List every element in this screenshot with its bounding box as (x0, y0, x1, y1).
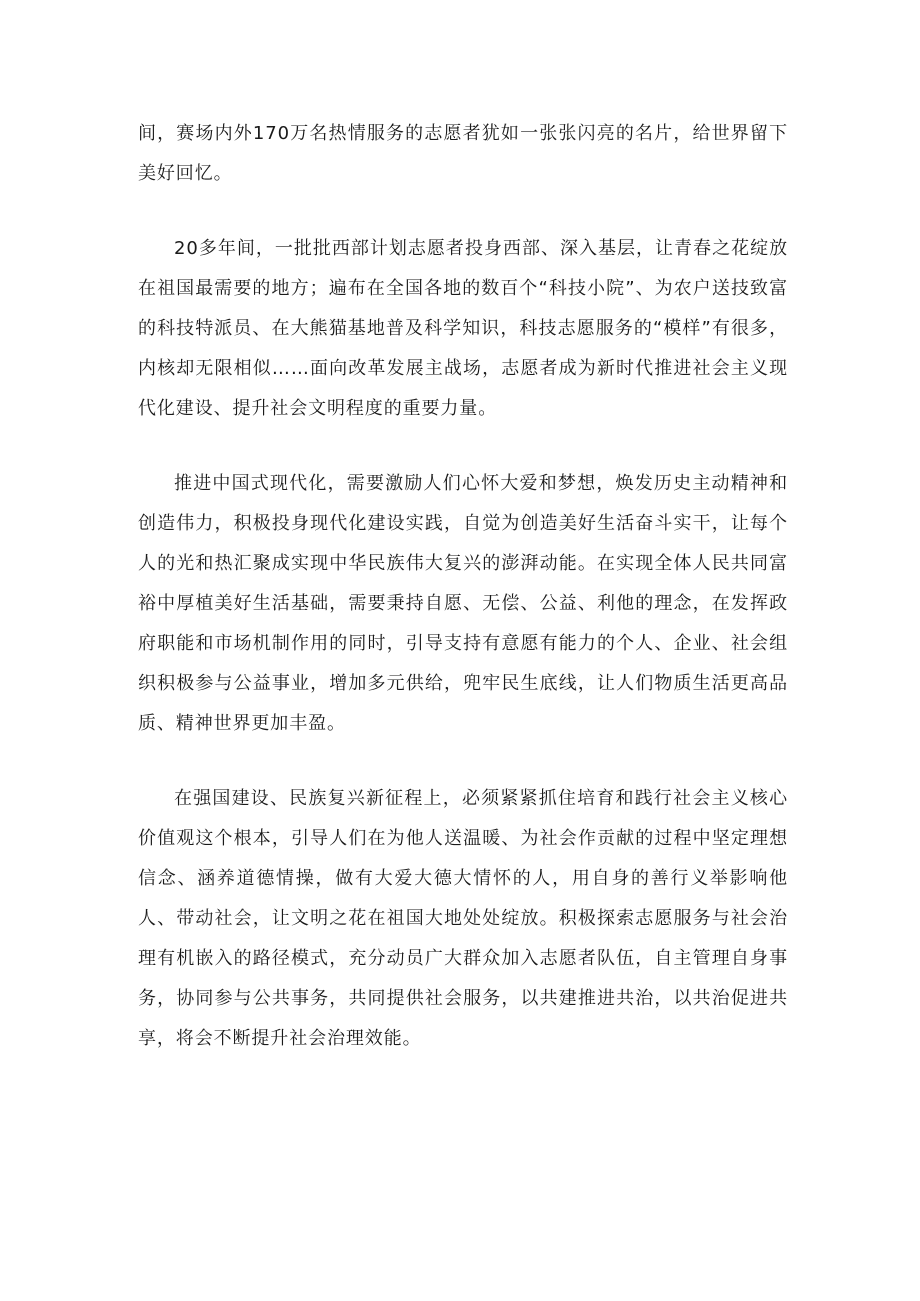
paragraph-western-volunteers: 20多年间，一批批西部计划志愿者投身西部、深入基层，让青春之花绽放在祖国最需要的地方；遍布在全国各地的数百个“科技小院”、为农户送技致富的科技特派员、在大熊猫基地普及科学知识，科技志愿服务的“模样”有很多，内核却无限相似……面向改革发展主战场，志愿者成为新时代推进社会主义现代化建设、提升社会文明程度的重要力量。 (138, 238, 788, 419)
paragraph-core-values: 在强国建设、民族复兴新征程上，必须紧紧抓住培育和践行社会主义核心价值观这个根本，引导人们在为他人送温暖、为社会作贡献的过程中坚定理想信念、涵养道德情操，做有大爱大德大情怀的人，用自身的善行义举影响他人、带动社会，让文明之花在祖国大地处处绽放。积极探索志愿服务与社会治理有机嵌入的路径模式，充分动员广大群众加入志愿者队伍，自主管理自身事务，协同参与公共事务，共同提供社会服务，以共建推进共治，以共治促进共享，将会不断提升社会治理效能。 (138, 788, 788, 1049)
paragraph-chinese-modernization: 推进中国式现代化，需要激励人们心怀大爱和梦想，焕发历史主动精神和创造伟力，积极投身现代化建设实践，自觉为创造美好生活奋斗实干，让每个人的光和热汇聚成实现中华民族伟大复兴的澎湃动能。在实现全体人民共同富裕中厚植美好生活基础，需要秉持自愿、无偿、公益、利他的理念，在发挥政府职能和市场机制作用的同时，引导支持有意愿有能力的个人、企业、社会组织积极参与公益事业，增加多元供给，兜牢民生底线，让人们物质生活更高品质、精神世界更加丰盈。 (138, 473, 788, 734)
document-page (138, 114, 788, 1094)
paragraph-continued: 间，赛场内外170万名热情服务的志愿者犹如一张张闪亮的名片，给世界留下美好回忆。 (138, 123, 788, 184)
